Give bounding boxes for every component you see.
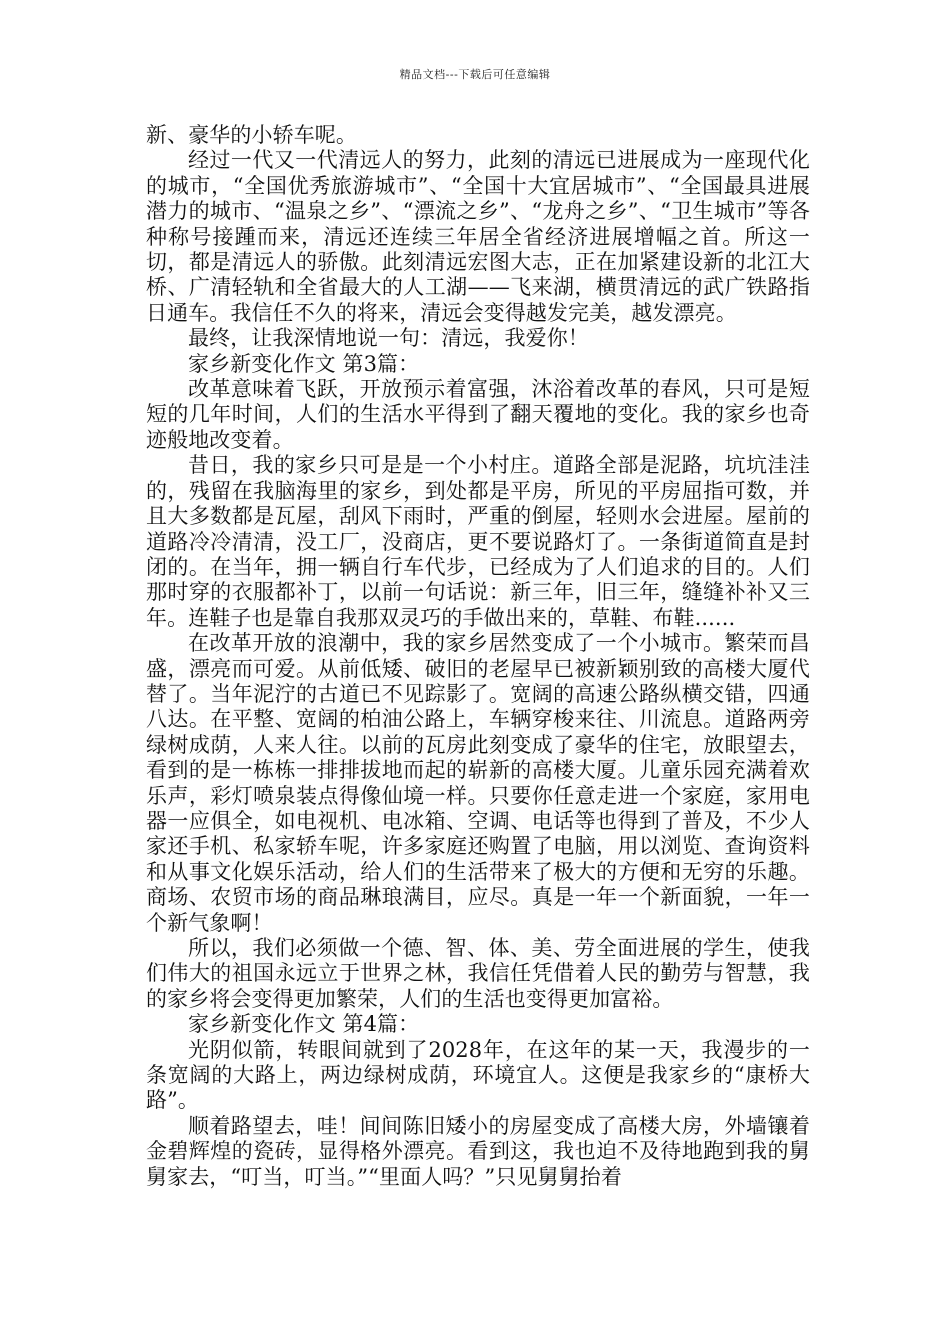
paragraph: 在改革开放的浪潮中，我的家乡居然变成了一个小城市。繁荣而昌盛，漂亮而可爱。从前低矮、破旧的老屋早已被新颖别致的高楼大厦代替了。当年泥泞的古道已不见踪影了。宽阔的高速公路纵横交错，四通八达。在平整、宽阔的柏油公路上，车辆穿梭来往、川流息。道路两旁绿树成荫，人来人往。以前的瓦房此刻变成了豪华的住宅，放眼望去，看到的是一栋栋一排排拔地而起的崭新的高楼大厦。儿童乐园充满着欢乐声，彩灯喷泉装点得像仙境一样。只要你任意走进一个家庭，家用电器一应俱全，如电视机、电冰箱、空调、电话等也得到了普及，不少人家还手机、私家轿车呢，许多家庭还购置了电脑，用以浏览、查询资料和从事文化娱乐活动，给人们的生活带来了极大的方便和无穷的乐趣。商场、农贸市场的商品琳琅满目，应尽。真是一年一个新面貌，一年一个新气象啊！ [146,631,810,935]
section-heading: 家乡新变化作文 第3篇： [188,351,420,376]
paragraph: 改革意味着飞跃，开放预示着富强，沐浴着改革的春风，只可是短短的几年时间，人们的生活水平得到了翻天覆地的变化。我的家乡也奇迹般地改变着。 [146,377,810,452]
page-header: 精品文档---下载后可任意编辑 [399,68,551,81]
paragraph: 顺着路望去，哇！间间陈旧矮小的房屋变成了高楼大房，外墙镶着金碧辉煌的瓷砖，显得格外漂亮。看到这，我也迫不及待地跑到我的舅舅家去，“叮当，叮当。”“里面人吗？”只见舅舅抬着 [146,1113,810,1189]
section-heading: 家乡新变化作文 第4篇： [188,1012,420,1037]
document-body [146,123,810,1190]
paragraph: 昔日，我的家乡只可是是一个小村庄。道路全部是泥路，坑坑洼洼的，残留在我脑海里的家乡，到处都是平房，所见的平房屈指可数，并且大多数都是瓦屋，刮风下雨时，严重的倒屋，轻则水会进屋。屋前的道路冷冷清清，没工厂，没商店，更不要说路灯了。一条街道简直是封闭的。在当年，拥一辆自行车代步，已经成为了人们追求的目的。人们那时穿的衣服都补丁，以前一句话说：新三年，旧三年，缝缝补补又三年。连鞋子也是靠自我那双灵巧的手做出来的，草鞋、布鞋...... [146,453,810,630]
paragraph: 最终，让我深情地说一句：清远，我爱你！ [188,326,589,351]
paragraph: 光阴似箭，转眼间就到了2028年，在这年的某一天，我漫步的一条宽阔的大路上，两边绿树成荫，环境宜人。这便是我家乡的“康桥大路”。 [146,1037,810,1113]
paragraph: 所以，我们必须做一个德、智、体、美、劳全面进展的学生，使我们伟大的祖国永远立于世界之林，我信任凭借着人民的勤劳与智慧，我的家乡将会变得更加繁荣，人们的生活也变得更加富裕。 [146,936,810,1011]
paragraph: 经过一代又一代清远人的努力，此刻的清远已进展成为一座现代化的城市，“全国优秀旅游城市”、“全国十大宜居城市”、“全国最具进展潜力的城市、“温泉之乡”、“漂流之乡”、“龙舟之乡”、“卫生城市”等各种称号接踵而来，清远还连续三年居全省经济进展增幅之首。所这一切，都是清远人的骄傲。此刻清远宏图大志，正在加紧建设新的北江大桥、广清轻轨和全省最大的人工湖——飞来湖，横贯清远的武广铁路指日通车。我信任不久的将来，清远会变得越发完美，越发漂亮。 [146,148,810,325]
paragraph: 新、豪华的小轿车呢。 [146,123,357,147]
